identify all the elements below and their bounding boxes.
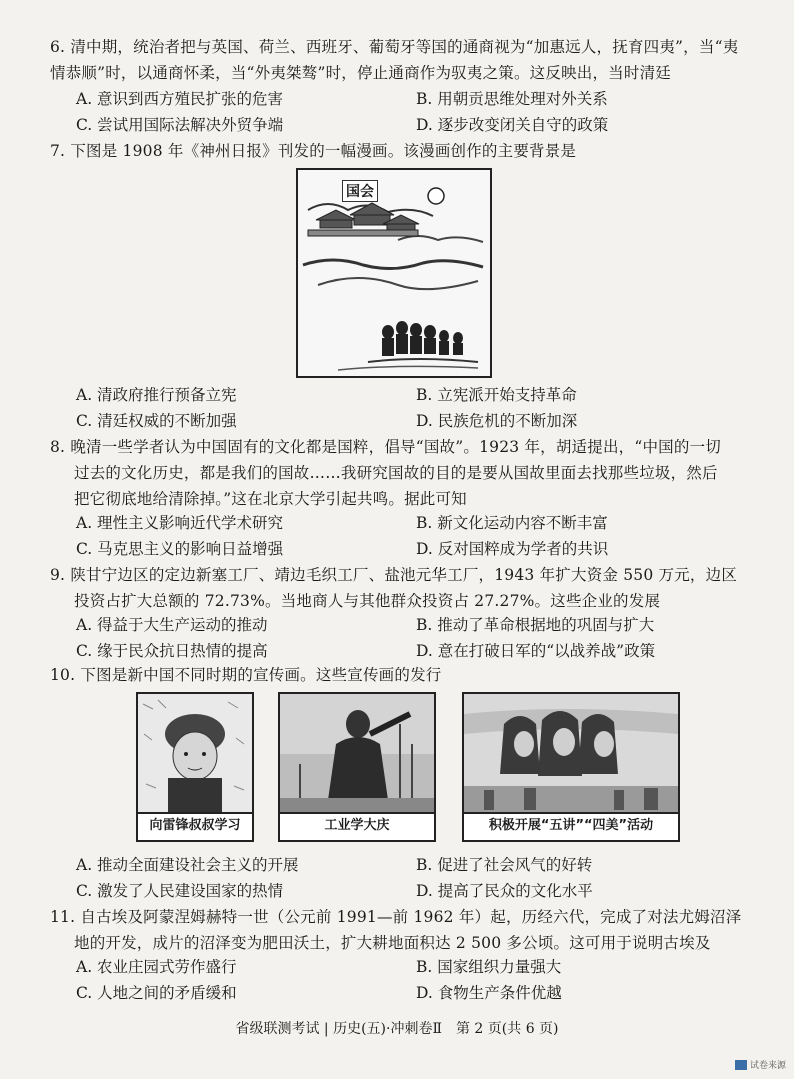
q6-option-b: B. 用朝贡思维处理对外关系	[416, 90, 608, 108]
watermark	[735, 1058, 786, 1071]
poster-2-illustration	[280, 694, 434, 814]
cartoon-illustration	[298, 170, 490, 376]
q8-option-a: A. 理性主义影响近代学术研究	[76, 514, 284, 532]
question-8	[50, 434, 760, 512]
q10-option-a: A. 推动全面建设社会主义的开展	[76, 856, 299, 874]
watermark-text: 试卷来源	[749, 1061, 786, 1071]
question-8-options	[76, 510, 756, 562]
q11-option-b: B. 国家组织力量强大	[416, 958, 562, 976]
q8-option-c: C. 马克思主义的影响日益增强	[76, 540, 284, 558]
q9-option-d: D. 意在打破日军的“以战养战”政策	[416, 642, 656, 660]
question-9-line1: 9. 陕甘宁边区的定边新塞工厂、靖边毛织工厂、盐池元华工厂，1943 年扩大资金 550 万元，边区	[50, 566, 738, 584]
q7-option-b: B. 立宪派开始支持革命	[416, 386, 577, 404]
q7-option-a: A. 清政府推行预备立宪	[76, 386, 237, 404]
poster-1	[136, 692, 254, 842]
q6-option-a: A. 意识到西方殖民扩张的危害	[76, 90, 284, 108]
watermark-logo-icon	[735, 1060, 747, 1070]
question-6-options	[76, 86, 756, 138]
poster-3-illustration	[464, 694, 678, 814]
question-7-line1: 7. 下图是 1908 年《神州日报》刊发的一幅漫画。该漫画创作的主要背景是	[50, 142, 577, 160]
question-9-options	[76, 612, 756, 664]
question-6-line2: 情恭顺”时，以通商怀柔，当“外夷桀骜”时，停止通商作为驭夷之策。这反映出，当时清廷	[50, 64, 671, 82]
q11-option-c: C. 人地之间的矛盾缓和	[76, 984, 237, 1002]
q11-option-a: A. 农业庄园式劳作盛行	[76, 958, 237, 976]
poster-3	[462, 692, 680, 842]
q10-option-d: D. 提高了民众的文化水平	[416, 882, 593, 900]
cartoon-label-parliament: 国会	[342, 180, 378, 202]
q7-option-c: C. 清廷权威的不断加强	[76, 412, 237, 430]
q6-option-c: C. 尝试用国际法解决外贸争端	[76, 116, 284, 134]
question-11	[50, 904, 760, 956]
q9-option-a: A. 得益于大生产运动的推动	[76, 616, 268, 634]
question-10	[50, 662, 760, 688]
question-7-options	[76, 382, 756, 434]
page-footer: 省级联测考试 | 历史(五)·冲刺卷Ⅱ 第 2 页(共 6 页)	[235, 1021, 559, 1037]
q9-option-c: C. 缘于民众抗日热情的提高	[76, 642, 268, 660]
question-9	[50, 562, 760, 614]
q8-option-d: D. 反对国粹成为学者的共识	[416, 540, 609, 558]
q8-option-b: B. 新文化运动内容不断丰富	[416, 514, 608, 532]
poster-2-caption: 工业学大庆	[280, 812, 434, 840]
question-8-line3: 把它彻底地给清除掉。”这在北京大学引起共鸣。据此可知	[74, 490, 467, 508]
q6-option-d: D. 逐步改变闭关自守的政策	[416, 116, 609, 134]
q11-option-d: D. 食物生产条件优越	[416, 984, 562, 1002]
q10-option-c: C. 激发了人民建设国家的热情	[76, 882, 284, 900]
poster-2	[278, 692, 436, 842]
question-10-options	[76, 852, 756, 904]
question-8-line1: 8. 晚清一些学者认为中国固有的文化都是国粹，倡导“国故”。1923 年，胡适提出，“中国的一切	[50, 438, 721, 456]
q9-option-b: B. 推动了革命根据地的巩固与扩大	[416, 616, 655, 634]
q10-option-b: B. 促进了社会风气的好转	[416, 856, 593, 874]
question-7	[50, 138, 760, 164]
poster-3-caption: 积极开展“五讲”“四美”活动	[464, 812, 678, 840]
question-11-line2: 地的开发，成片的沼泽变为肥田沃土，扩大耕地面积达 2 500 多公顷。这可用于说明古埃及	[74, 934, 711, 952]
q7-option-d: D. 民族危机的不断加深	[416, 412, 578, 430]
poster-1-caption: 向雷锋叔叔学习	[138, 812, 252, 840]
question-10-line1: 10. 下图是新中国不同时期的宣传画。这些宣传画的发行	[50, 666, 442, 684]
question-11-line1: 11. 自古埃及阿蒙涅姆赫特一世（公元前 1991—前 1962 年）起，历经六代，完成了对法尤姆沼泽	[50, 908, 742, 926]
question-9-line2: 投资占扩大总额的 72.73%。当地商人与其他群众投资占 27.27%。这些企业的发展	[74, 592, 661, 610]
question-6-line1: 6. 清中期，统治者把与英国、荷兰、西班牙、葡萄牙等国的通商视为“加惠远人，抚育四夷”，当“夷	[50, 38, 739, 56]
poster-1-illustration	[138, 694, 252, 814]
cartoon-figure	[296, 168, 492, 378]
question-11-options	[76, 954, 756, 1006]
question-6	[50, 34, 760, 86]
question-8-line2: 过去的文化历史，都是我们的国故……我研究国故的目的是要从国故里面去找那些垃圾，然后	[74, 464, 718, 482]
